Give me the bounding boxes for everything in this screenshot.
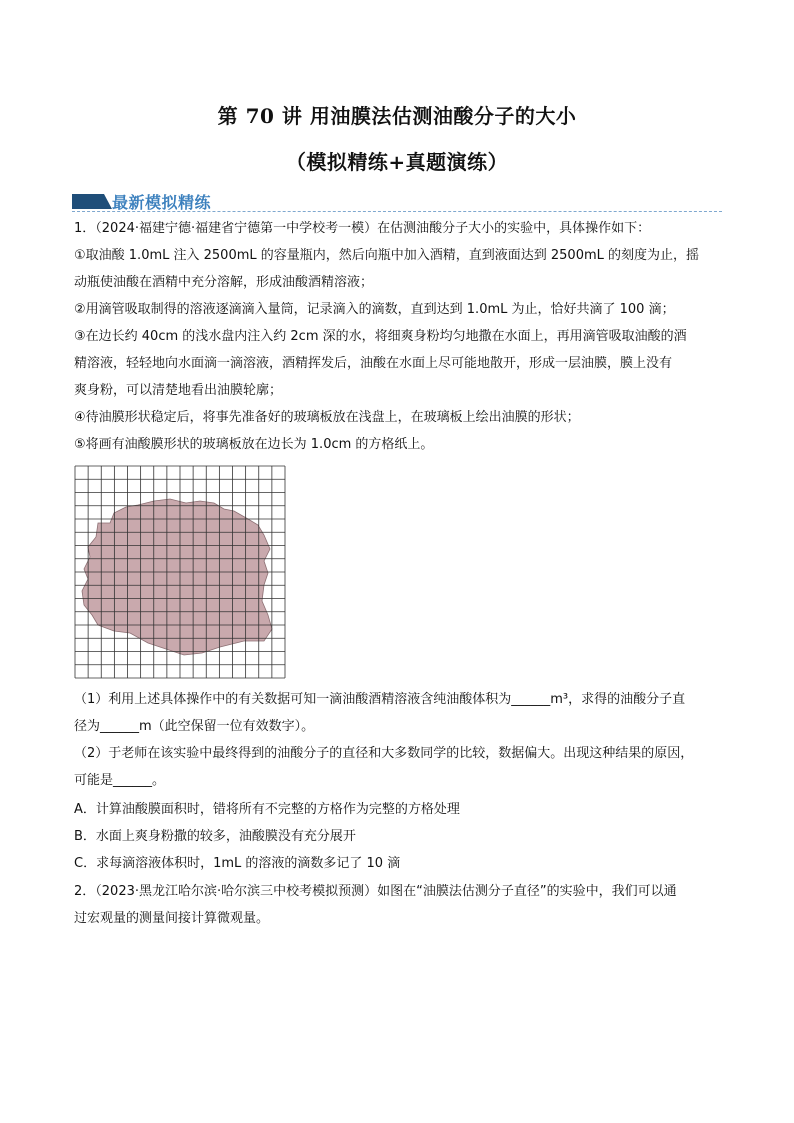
grid-lines	[75, 466, 285, 678]
q1-option-a: A．计算油酸膜面积时，错将所有不完整的方格作为完整的方格处理	[74, 802, 460, 817]
page-subtitle: （模拟精练+真题演练）	[285, 150, 509, 174]
q1-sub2-line1: （2）于老师在该实验中最终得到的油酸分子的直径和大多数同学的比较，数据偏大。出现这种结果的原因，	[74, 746, 694, 761]
q1-step4: ④待油膜形状稳定后，将事先准备好的玻璃板放在浅盘上，在玻璃板上绘出油膜的形状；	[74, 410, 580, 425]
oil-film-shape	[82, 499, 272, 655]
q2-stem-line1: 2．（2023·黑龙江哈尔滨·哈尔滨三中校考模拟预测）如图在“油膜法估测分子直径”的实验中，我们可以通	[74, 884, 677, 899]
page-title: 第 70 讲 用油膜法估测油酸分子的大小	[217, 104, 577, 128]
q1-sub1-line2: 径为______m（此空保留一位有效数字）。	[74, 719, 315, 734]
q1-step1-line2: 动瓶使油酸在酒精中充分溶解，形成油酸酒精溶液；	[74, 275, 374, 290]
q1-stem: 1．（2024·福建宁德·福建省宁德第一中学校考一模）在估测油酸分子大小的实验中，具体操作如下：	[74, 221, 651, 236]
q2-stem-line2: 过宏观量的测量间接计算微观量。	[74, 911, 270, 926]
q1-step1-line1: ①取油酸 1.0mL 注入 2500mL 的容量瓶内，然后向瓶中加入酒精，直到液面达到 2500mL 的刻度为止，摇	[74, 248, 700, 263]
oil-film-grid-figure	[74, 465, 286, 679]
q1-option-b: B．水面上爽身粉撒的较多，油酸膜没有充分展开	[74, 829, 356, 844]
q1-step3-line1: ③在边长约 40cm 的浅水盘内注入约 2cm 深的水，将细爽身粉均匀地撒在水面上，再用滴管吸取油酸的酒	[74, 329, 687, 344]
q1-option-c: C．求每滴溶液体积时，1mL 的溶液的滴数多记了 10 滴	[74, 856, 401, 871]
q1-sub2-line2: 可能是______。	[74, 773, 166, 788]
section-divider	[72, 211, 722, 212]
section-bar-icon	[72, 194, 112, 209]
section-header	[72, 190, 722, 214]
section-label: 最新模拟精练	[112, 193, 212, 212]
q1-sub1-line1: （1）利用上述具体操作中的有关数据可知一滴油酸酒精溶液含纯油酸体积为______m³，求得的油酸分子直	[74, 692, 686, 707]
q1-step5: ⑤将画有油酸膜形状的玻璃板放在边长为 1.0cm 的方格纸上。	[74, 437, 434, 452]
q1-step3-line2: 精溶液，轻轻地向水面滴一滴溶液，酒精挥发后，油酸在水面上尽可能地散开，形成一层油膜，膜上没有	[74, 356, 673, 371]
q1-step2: ②用滴管吸取制得的溶液逐滴滴入量筒，记录滴入的滴数，直到达到 1.0mL 为止，恰好共滴了 100 滴；	[74, 302, 675, 317]
q1-step3-line3: 爽身粉，可以清楚地看出油膜轮廓；	[74, 383, 283, 398]
